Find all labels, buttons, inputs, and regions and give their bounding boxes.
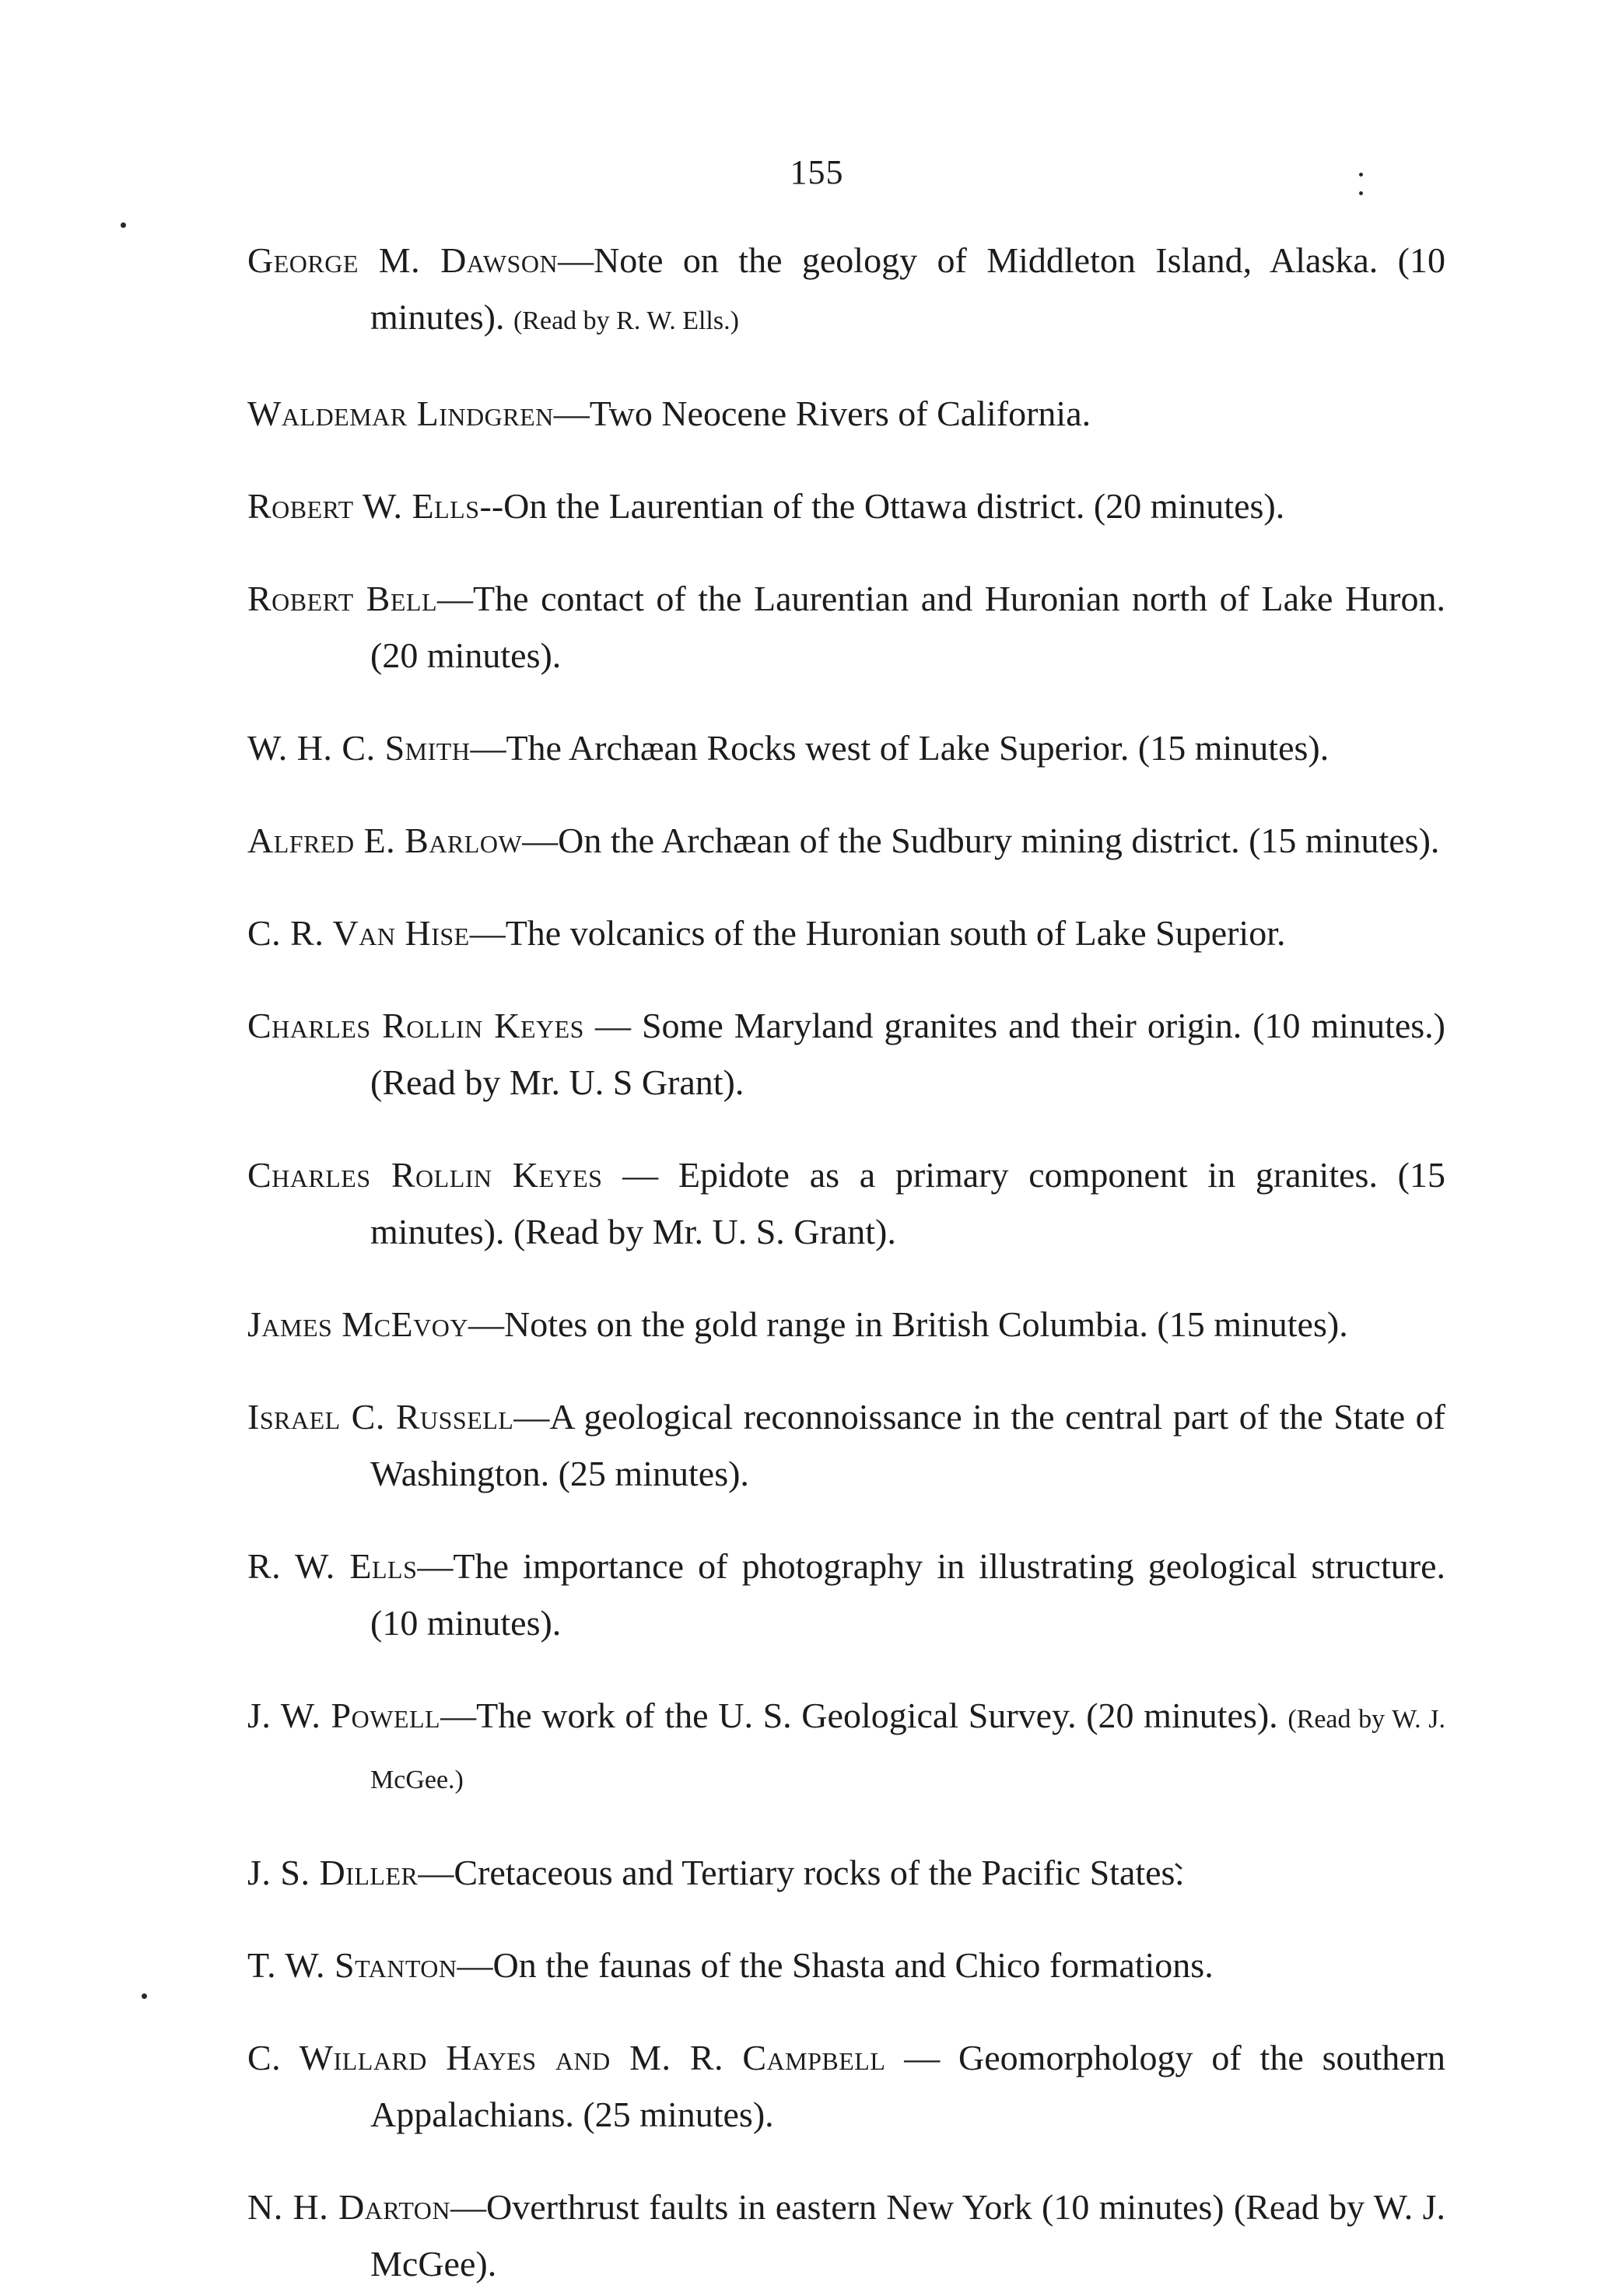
margin-colon-mark <box>1359 173 1364 199</box>
margin-dot-top <box>121 222 126 228</box>
entry-author: C. R. Van Hise <box>247 913 470 953</box>
entry-title: — Geomorphology of the southern Appalachians. (25 minutes). <box>370 2038 1445 2134</box>
list-item <box>247 2179 1445 2292</box>
entry-author: Charles Rollin Keyes <box>247 1006 584 1045</box>
list-item <box>247 478 1445 534</box>
entry-title: —Notes on the gold range in British Columbia. (15 minutes). <box>468 1304 1348 1344</box>
entry-title: — Epidote as a primary component in granites. (15 minutes). (Read by Mr. U. S. Grant). <box>370 1155 1445 1251</box>
entry-title: —On the Archæan of the Sudbury mining district. (15 minutes). <box>522 821 1440 860</box>
entry-author: George M. Dawson <box>247 240 559 280</box>
list-item <box>247 812 1445 869</box>
entry-author: Israel C. Russell <box>247 1397 514 1437</box>
paper-list <box>247 232 1445 2296</box>
list-item <box>247 1146 1445 1260</box>
list-item <box>247 1538 1445 1651</box>
entry-title: —The volcanics of the Huronian south of Lake Superior. <box>469 913 1286 953</box>
entry-title: —On the faunas of the Shasta and Chico formations. <box>457 1945 1214 1985</box>
list-item <box>247 1844 1445 1901</box>
entry-title: — Some Maryland granites and their origin. (10 minutes.) (Read by Mr. U. S Grant). <box>370 1006 1445 1102</box>
page-number: 155 <box>790 153 844 191</box>
entry-author: James McEvoy <box>247 1304 468 1344</box>
list-item <box>247 2029 1445 2143</box>
list-item <box>247 1937 1445 1993</box>
entry-title: —Cretaceous and Tertiary rocks of the Pacific States. <box>418 1853 1184 1892</box>
entry-title: —A geological reconnoissance in the central part of the State of Washington. (25 minutes). <box>370 1397 1445 1493</box>
entry-author: Charles Rollin Keyes <box>247 1155 603 1195</box>
entry-title: --On the Laurentian of the Ottawa district. (20 minutes). <box>479 486 1285 526</box>
entry-author: J. S. Diller <box>247 1853 419 1892</box>
margin-dot-bottom <box>142 1993 147 1999</box>
entry-note: (Read by W. J. McGee.) <box>370 1705 1445 1794</box>
list-item <box>247 719 1445 776</box>
entry-author: T. W. Stanton <box>247 1945 457 1985</box>
list-item <box>247 1296 1445 1353</box>
entry-author: W. H. C. Smith <box>247 728 471 768</box>
list-item <box>247 570 1445 684</box>
entry-author: C. Willard Hayes and M. R. Campbell <box>247 2038 886 2077</box>
entry-author: Robert Bell <box>247 579 438 618</box>
entry-author: Waldemar Lindgren <box>247 394 554 433</box>
entry-title: —Two Neocene Rivers of California. <box>553 394 1091 433</box>
list-item <box>247 385 1445 442</box>
list-item <box>247 997 1445 1111</box>
entry-author: J. W. Powell <box>247 1696 441 1735</box>
entry-title: —The contact of the Laurentian and Huronian north of Lake Huron. (20 minutes). <box>370 579 1445 675</box>
entry-author: N. H. Darton <box>247 2187 451 2227</box>
entry-title: —The importance of photography in illustrating geological structure. (10 minutes). <box>370 1546 1445 1643</box>
list-item <box>247 1687 1445 1808</box>
list-item <box>247 1388 1445 1502</box>
list-item <box>247 232 1445 349</box>
entry-title: —Overthrust faults in eastern New York (10 minutes) (Read by W. J. McGee). <box>370 2187 1445 2284</box>
entry-title: —The work of the U. S. Geological Survey. (20 minutes). <box>440 1696 1278 1735</box>
entry-author: R. W. Ells <box>247 1546 418 1586</box>
entry-author: Robert W. Ells <box>247 486 480 526</box>
entry-author: Alfred E. Barlow <box>247 821 523 860</box>
entry-note: (Read by R. W. Ells.) <box>513 306 739 335</box>
list-item <box>247 905 1445 961</box>
entry-title: —Note on the geology of Middleton Island, Alaska. (10 minutes). <box>370 240 1445 337</box>
entry-title: —The Archæan Rocks west of Lake Superior. (15 minutes). <box>470 728 1329 768</box>
